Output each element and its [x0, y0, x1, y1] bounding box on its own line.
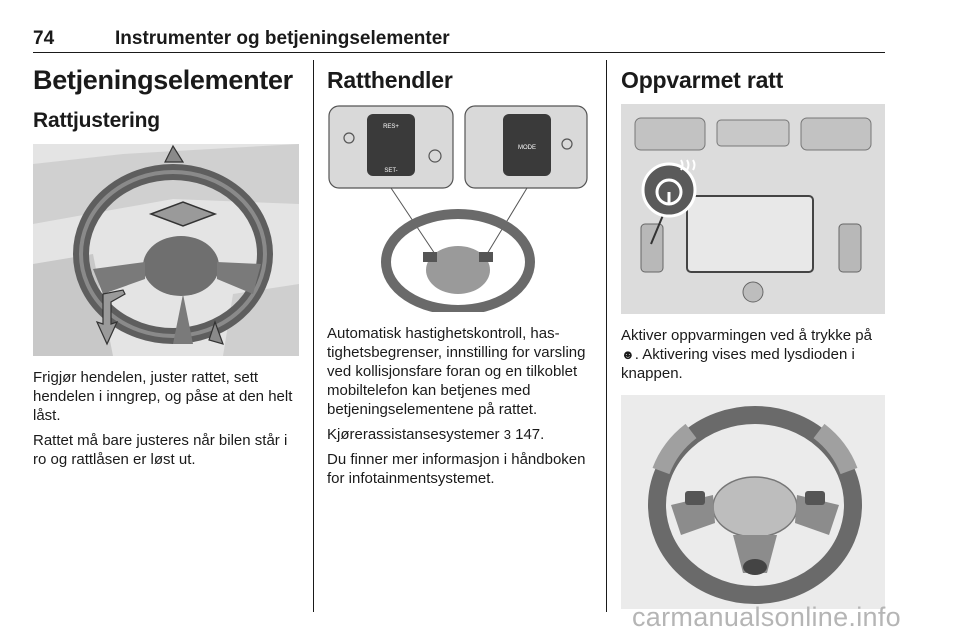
column-steering-adjustment	[33, 60, 301, 475]
xref-page: 147.	[515, 426, 545, 443]
column-divider	[606, 60, 607, 612]
watermark: carmanualsonline.info	[632, 602, 901, 632]
subsection-heading: Rattjustering	[33, 109, 160, 132]
heated-steering-wheel-icon: ☻	[621, 347, 635, 362]
page-number: 74	[33, 28, 55, 49]
xref-arrow-icon: 3	[503, 427, 511, 442]
cross-reference	[327, 425, 592, 444]
column-divider	[313, 60, 314, 612]
mode-button-label: MODE	[518, 145, 536, 151]
paragraph: Automatisk hastighetskontroll, hastighetsbegrenser, innstilling for varsling ved kollisjonsfare foran og en tilkoblet mobiltelefon kan betjenes med betjeningselementene på rattet.	[327, 325, 586, 418]
set-button-label: SET-	[384, 168, 398, 174]
paragraph-text: Aktiver oppvarmingen ved å trykke på	[621, 327, 872, 344]
running-title: Instrumenter og betjeningselementer	[115, 28, 450, 49]
column-heated-steering	[621, 60, 887, 609]
section-heading: Ratthendler	[327, 67, 453, 93]
steering-controls-illustration	[327, 104, 589, 312]
paragraph: Frigjør hendelen, juster rattet, sett hendelen i inngrep, og påse at den helt låst.	[33, 369, 293, 424]
steering-adjust-illustration	[33, 144, 299, 356]
res-button-label: RES+	[383, 124, 399, 130]
section-heading: Betjeningselementer	[33, 65, 293, 95]
page-header	[33, 28, 885, 53]
paragraph-text: . Aktivering vises med lysdioden i knappen.	[621, 346, 855, 382]
paragraph: Rattet må bare justeres når bilen står i ro og rattlåsen er løst ut.	[33, 432, 288, 468]
paragraph: Du finner mer informasjon i håndboken for infotainmentsystemet.	[327, 451, 586, 487]
heated-steering-wheel-illustration	[621, 395, 885, 609]
dashboard-illustration	[621, 104, 885, 314]
paragraph	[621, 326, 887, 383]
section-heading: Oppvarmet ratt	[621, 67, 784, 93]
column-steering-controls	[327, 60, 592, 494]
xref-text: Kjørerassistansesystemer	[327, 426, 500, 443]
